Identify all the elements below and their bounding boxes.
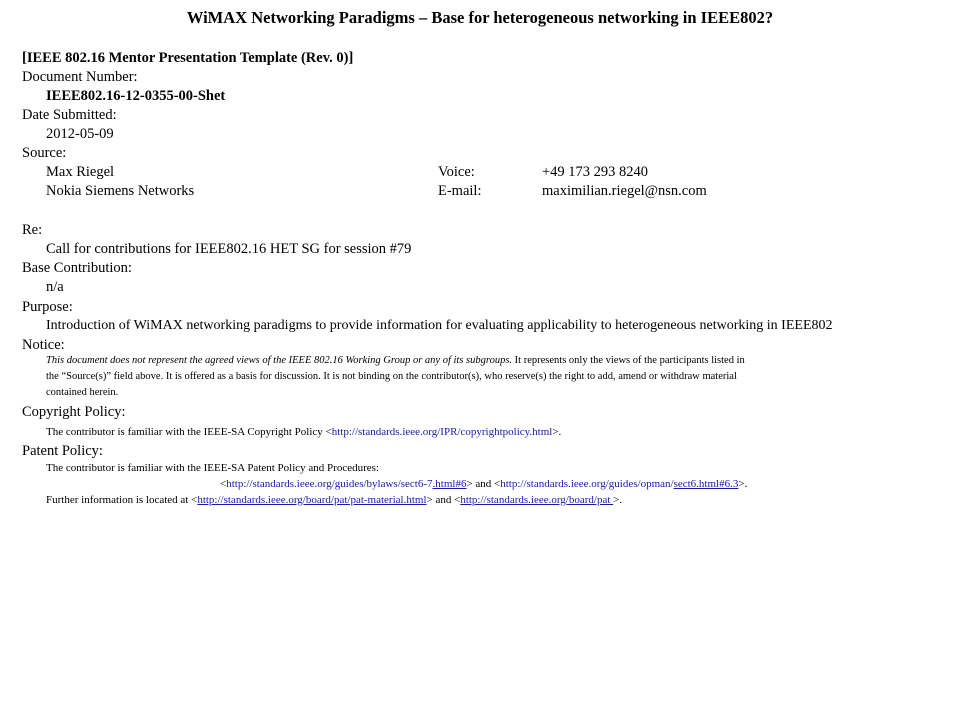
copyright-link[interactable]: http://standards.ieee.org/IPR/copyrightpolicy.html [331,426,553,438]
voice-label: Voice: [438,164,475,180]
patent-line2 [220,478,747,490]
notice-line1-rest: It represents only the views of the participants listed in [512,355,745,366]
voice-value: +49 173 293 8240 [542,164,649,180]
board-pat-link[interactable]: http://standards.ieee.org/board/pat [460,494,614,506]
patent-line1: The contributor is familiar with the IEEE-SA Patent Policy and Procedures: [46,462,379,474]
copyright-text-pre: The contributor is familiar with the IEEE-SA Copyright Policy < [46,426,332,438]
email-value: maximilian.riegel@nsn.com [542,183,707,199]
copyright-label: Copyright Policy: [22,404,126,420]
opman-link-anchor[interactable]: sect6.html#6.3 [673,478,739,490]
bylaws-link[interactable]: http://standards.ieee.org/guides/bylaws/sect6-7 [226,478,433,490]
notice-label: Notice: [22,337,65,353]
source-label: Source: [22,145,67,161]
notice-text [46,353,946,401]
document-number-value: IEEE802.16-12-0355-00-Shet [46,88,226,104]
email-label: E-mail: [438,183,482,199]
patent-l2-end: >. [738,478,748,490]
copyright-text-post: >. [552,426,562,438]
patent-l3-pre: Further information is located at < [46,494,198,506]
notice-italic: This document does not represent the agreed views of the IEEE 802.16 Working Group or any of its subgroups. [46,355,513,366]
document-number-label: Document Number: [22,69,138,85]
opman-link[interactable]: http://standards.ieee.org/guides/opman/ [500,478,674,490]
copyright-text [46,426,561,438]
date-submitted-value: 2012-05-09 [46,126,114,142]
pat-material-link[interactable]: http://standards.ieee.org/board/pat/pat-material.html [197,494,427,506]
base-contribution-value: n/a [46,279,64,295]
re-value: Call for contributions for IEEE802.16 HET SG for session #79 [46,241,412,257]
source-org: Nokia Siemens Networks [46,183,195,199]
patent-l3-mid: > and < [426,494,461,506]
re-label: Re: [22,222,43,238]
bylaws-link-anchor[interactable]: .html#6 [432,478,467,490]
template-label: [IEEE 802.16 Mentor Presentation Template (Rev. 0)] [22,50,354,66]
patent-l2-open: < [220,478,227,490]
base-contribution-label: Base Contribution: [22,260,132,276]
patent-l3-end: >. [613,494,623,506]
patent-l2-mid: > and < [466,478,501,490]
patent-label: Patent Policy: [22,443,103,459]
notice-line3: contained herein. [46,387,119,398]
notice-line2: the “Source(s)” field above. It is offered as a basis for discussion. It is not binding on the contributor(s), who reserve(s) the right to add, amend or withdraw material [46,371,737,382]
source-name: Max Riegel [46,164,115,180]
purpose-label: Purpose: [22,299,73,315]
document-title: WiMAX Networking Paradigms – Base for heterogeneous networking in IEEE802? [186,8,774,27]
purpose-value: Introduction of WiMAX networking paradigms to provide information for evaluating applicability to heterogeneous networking in IEEE802 [46,318,833,333]
date-submitted-label: Date Submitted: [22,107,117,123]
patent-line3 [46,494,622,506]
